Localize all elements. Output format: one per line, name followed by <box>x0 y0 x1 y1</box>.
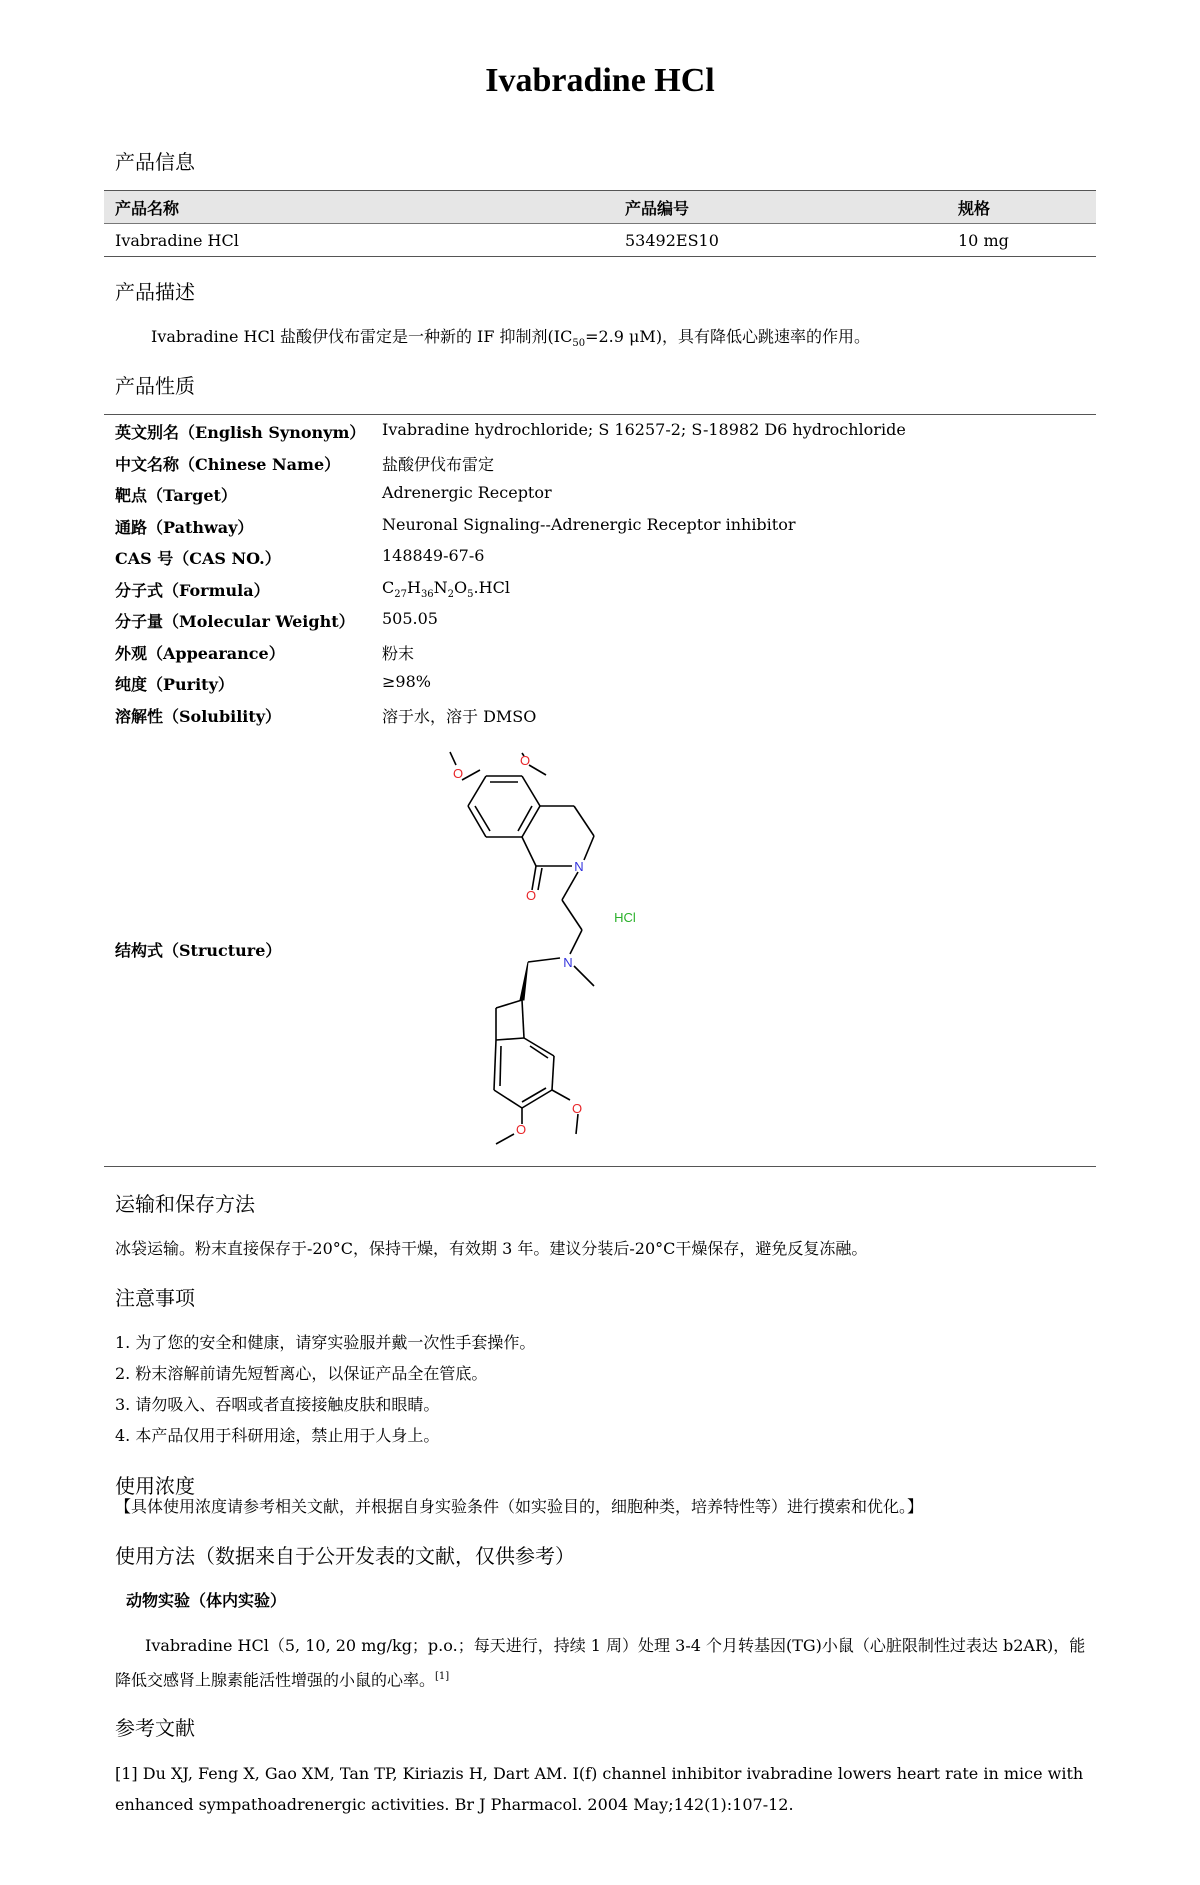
atom-label-o4: O <box>571 1101 583 1116</box>
atom-label-o2: O <box>452 766 464 781</box>
reference-item-1: [1] Du XJ, Feng X, Gao XM, Tan TP, Kiriazis H, Dart AM. I(f) channel inhibitor ivabradine lowers heart rate in mice with enhanced sympathoadrenergic activities. Br J Pharmacol. 2004 May;142(1):107-12. <box>115 1764 1084 1814</box>
atom-label-o1: O <box>519 753 531 768</box>
cell-specification: 10 mg <box>947 224 1096 257</box>
property-row-appearance <box>104 637 1096 668</box>
section-heading-concentration: 使用浓度 <box>115 1474 195 1498</box>
product-info-table <box>104 190 1096 257</box>
section-heading-references: 参考文献 <box>115 1716 195 1740</box>
property-key: 纯度（Purity） <box>115 675 234 694</box>
property-key: 通路（Pathway） <box>115 518 254 537</box>
section-heading-method: 使用方法（数据来自于公开发表的文献，仅供参考） <box>115 1544 575 1568</box>
property-row-purity <box>104 668 1096 699</box>
note-item-2: 2. 粉末溶解前请先短暂离心，以保证产品全在管底。 <box>115 1364 488 1383</box>
section-heading-properties: 产品性质 <box>115 374 195 398</box>
animal-experiment-text: Ivabradine HCl（5, 10, 20 mg/kg；p.o.；每天进行，持续 1 周）处理 3-4 个月转基因(TG)小鼠（心脏限制性过表达 b2AR)，能降低交感肾上腺素能活性增强的小鼠的心率。[1] <box>115 1636 1086 1690</box>
property-row-target <box>104 479 1096 510</box>
page-title: Ivabradine HCl <box>485 62 715 99</box>
property-key: 分子量（Molecular Weight） <box>115 612 355 631</box>
property-key: 英文别名（English Synonym） <box>115 423 366 442</box>
property-row-english-synonym <box>104 416 1096 447</box>
property-key: 分子式（Formula） <box>115 581 270 600</box>
property-row-cas <box>104 542 1096 573</box>
cell-product-code: 53492ES10 <box>614 224 947 257</box>
note-item-1: 1. 为了您的安全和健康，请穿实验服并戴一次性手套操作。 <box>115 1333 536 1352</box>
property-row-formula <box>104 574 1096 605</box>
structure-bonds <box>450 752 594 1144</box>
table-header-row <box>104 191 1096 224</box>
property-row-solubility <box>104 700 1096 731</box>
section-heading-notes: 注意事项 <box>115 1286 195 1310</box>
atom-label-o3: O <box>525 888 537 903</box>
structure-atom-labels <box>453 753 636 1137</box>
note-item-4: 4. 本产品仅用于科研用途，禁止用于人身上。 <box>115 1426 440 1445</box>
section-heading-description: 产品描述 <box>115 280 195 304</box>
property-value-formula: $C_{27}H_{36}N_2O_5.HCl$ <box>382 578 510 601</box>
property-value: 溶于水，溶于 DMSO <box>382 707 537 726</box>
property-value: 粉末 <box>382 644 415 663</box>
property-key: 靶点（Target） <box>115 486 237 505</box>
atom-label-n2: N <box>563 955 573 970</box>
property-key: 中文名称（Chinese Name） <box>115 455 341 474</box>
citation-marker: [1] <box>435 1671 450 1682</box>
property-value: Ivabradine hydrochloride; S 16257-2; S-18982 D6 hydrochloride <box>382 420 906 439</box>
atom-label-o5: O <box>515 1122 527 1137</box>
section-heading-info: 产品信息 <box>115 150 195 174</box>
salt-label-hcl: HCl <box>614 910 636 925</box>
section-heading-storage: 运输和保存方法 <box>115 1192 255 1216</box>
header-product-name: 产品名称 <box>104 191 614 224</box>
property-key: CAS 号（CAS NO.） <box>115 549 281 568</box>
header-product-code: 产品编号 <box>614 191 947 224</box>
property-value: 148849-67-6 <box>382 546 485 565</box>
properties-top-rule <box>104 414 1096 415</box>
concentration-text: 【具体使用浓度请参考相关文献，并根据自身实验条件（如实验目的，细胞种类，培养特性等）进行摸索和优化。】 <box>115 1497 924 1516</box>
property-row-molecular-weight <box>104 605 1096 636</box>
atom-label-n1: N <box>574 859 584 874</box>
description-subscript: 50 <box>572 338 586 350</box>
property-key: 溶解性（Solubility） <box>115 707 282 726</box>
table-row <box>104 224 1096 257</box>
property-value: ≥98% <box>382 672 431 691</box>
property-row-chinese-name <box>104 448 1096 479</box>
product-description <box>151 324 870 349</box>
property-row-pathway <box>104 511 1096 542</box>
properties-bottom-rule <box>104 1166 1096 1167</box>
description-text-after: =2.9 μM)，具有降低心跳速率的作用。 <box>585 327 871 346</box>
storage-text: 冰袋运输。粉末直接保存于-20°C，保持干燥，有效期 3 年。建议分装后-20°C干燥保存，避免反复冻融。 <box>115 1239 868 1258</box>
property-value: 505.05 <box>382 609 438 628</box>
property-value: 盐酸伊伐布雷定 <box>382 455 495 474</box>
description-text-before: Ivabradine HCl 盐酸伊伐布雷定是一种新的 IF 抑制剂(IC <box>151 327 573 346</box>
property-key: 外观（Appearance） <box>115 644 285 663</box>
header-specification: 规格 <box>947 191 1096 224</box>
cell-product-name: Ivabradine HCl <box>104 224 614 257</box>
property-value: Neuronal Signaling--Adrenergic Receptor inhibitor <box>382 515 796 534</box>
chemical-structure-diagram <box>404 740 744 1160</box>
animal-experiment-heading: 动物实验（体内实验） <box>126 1591 287 1610</box>
note-item-3: 3. 请勿吸入、吞咽或者直接接触皮肤和眼睛。 <box>115 1395 440 1414</box>
structure-label: 结构式（Structure） <box>115 941 282 960</box>
property-value: Adrenergic Receptor <box>382 483 552 502</box>
